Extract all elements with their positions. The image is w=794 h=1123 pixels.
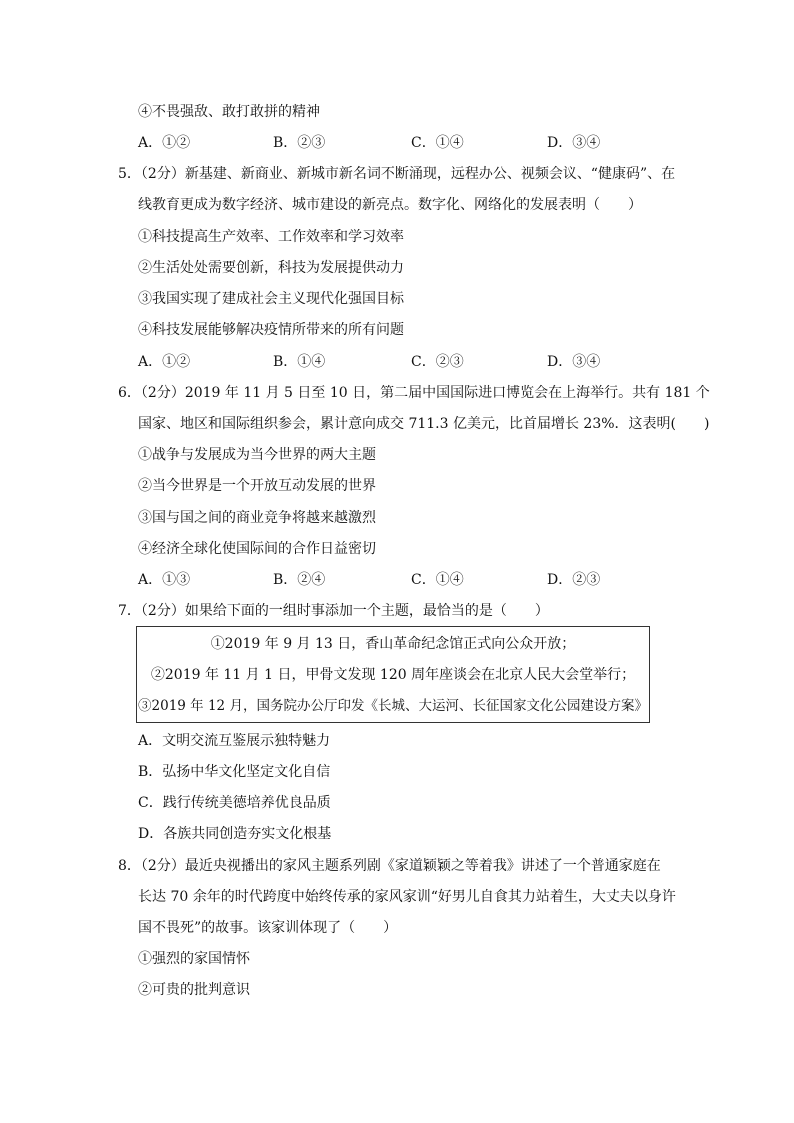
q6-stem-line-1: 6．（2分）2019 年 11 月 5 日至 10 日，第二届中国国际进口博览会在上海举行。共有 181 个 <box>118 385 710 401</box>
q5-stem-line-1: 5．（2分）新基建、新商业、新城市新名词不断涌现，远程办公、视频会议、“健康码”、在 <box>118 166 676 182</box>
q6-item-3: ③国与国之间的商业竞争将越来越激烈 <box>138 510 376 526</box>
q5-stem-line-2: 线教育更成为数字经济、城市建设的新亮点。数字化、网络化的发展表明（ ） <box>138 197 642 213</box>
q5-item-3: ③我国实现了建成社会主义现代化强国目标 <box>138 291 404 307</box>
q6-item-1: ①战争与发展成为当今世界的两大主题 <box>138 447 376 463</box>
q4-option-d: D．③④ <box>547 135 601 151</box>
q5-option-b: B．①④ <box>273 354 326 370</box>
q6-option-b: B．②④ <box>273 572 326 588</box>
q4-option-b: B．②③ <box>273 135 326 151</box>
q4-item-4: ④不畏强敌、敢打敢拼的精神 <box>138 104 320 120</box>
q6-stem-line-2: 国家、地区和国际组织参会，累计意向成交 711.3 亿美元，比首届增长 23%．这表明( ) <box>138 416 710 432</box>
q7-option-d: D．各族共同创造夯实文化根基 <box>138 826 332 842</box>
q7-event-1: ①2019 年 9 月 13 日，香山革命纪念馆正式向公众开放； <box>210 636 576 652</box>
q7-stem: 7．（2分）如果给下面的一组时事添加一个主题，最恰当的是（ ） <box>118 603 549 619</box>
q7-event-2: ②2019 年 11 月 1 日，甲骨文发现 120 周年座谈会在北京人民大会堂举行； <box>150 667 636 683</box>
q5-item-2: ②生活处处需要创新，科技为发展提供动力 <box>138 260 404 276</box>
q6-option-d: D．②③ <box>547 572 601 588</box>
q6-option-a: A．①③ <box>138 572 191 588</box>
q8-item-1: ①强烈的家国情怀 <box>138 951 250 967</box>
q6-option-c: C．①④ <box>411 572 464 588</box>
q5-option-c: C．②③ <box>411 354 464 370</box>
q5-item-4: ④科技发展能够解决疫情所带来的所有问题 <box>138 322 404 338</box>
q4-option-c: C．①④ <box>411 135 464 151</box>
q5-option-d: D．③④ <box>547 354 601 370</box>
q8-stem-line-1: 8．（2分）最近央视播出的家风主题系列剧《家道颖颖之等着我》讲述了一个普通家庭在 <box>118 858 661 874</box>
q7-option-a: A．文明交流互鉴展示独特魅力 <box>138 733 331 749</box>
q7-event-3: ③2019 年 12 月，国务院办公厅印发《长城、大运河、长征国家文化公园建设方案》 <box>138 698 648 714</box>
q8-item-2: ②可贵的批判意识 <box>138 982 250 998</box>
q6-item-4: ④经济全球化使国际间的合作日益密切 <box>138 541 376 557</box>
q5-option-a: A．①② <box>138 354 191 370</box>
q5-item-1: ①科技提高生产效率、工作效率和学习效率 <box>138 229 404 245</box>
q4-option-a: A．①② <box>138 135 191 151</box>
q7-option-c: C．践行传统美德培养优良品质 <box>138 795 331 811</box>
q6-item-2: ②当今世界是一个开放互动发展的世界 <box>138 478 376 494</box>
q7-option-b: B．弘扬中华文化坚定文化自信 <box>138 764 331 780</box>
q8-stem-line-3: 国不畏死”的故事。该家训体现了（ ） <box>138 920 398 936</box>
q8-stem-line-2: 长达 70 余年的时代跨度中始终传承的家风家训“好男儿自食其力站着生，大丈夫以身许 <box>138 889 676 905</box>
q7-events-box <box>136 626 650 723</box>
